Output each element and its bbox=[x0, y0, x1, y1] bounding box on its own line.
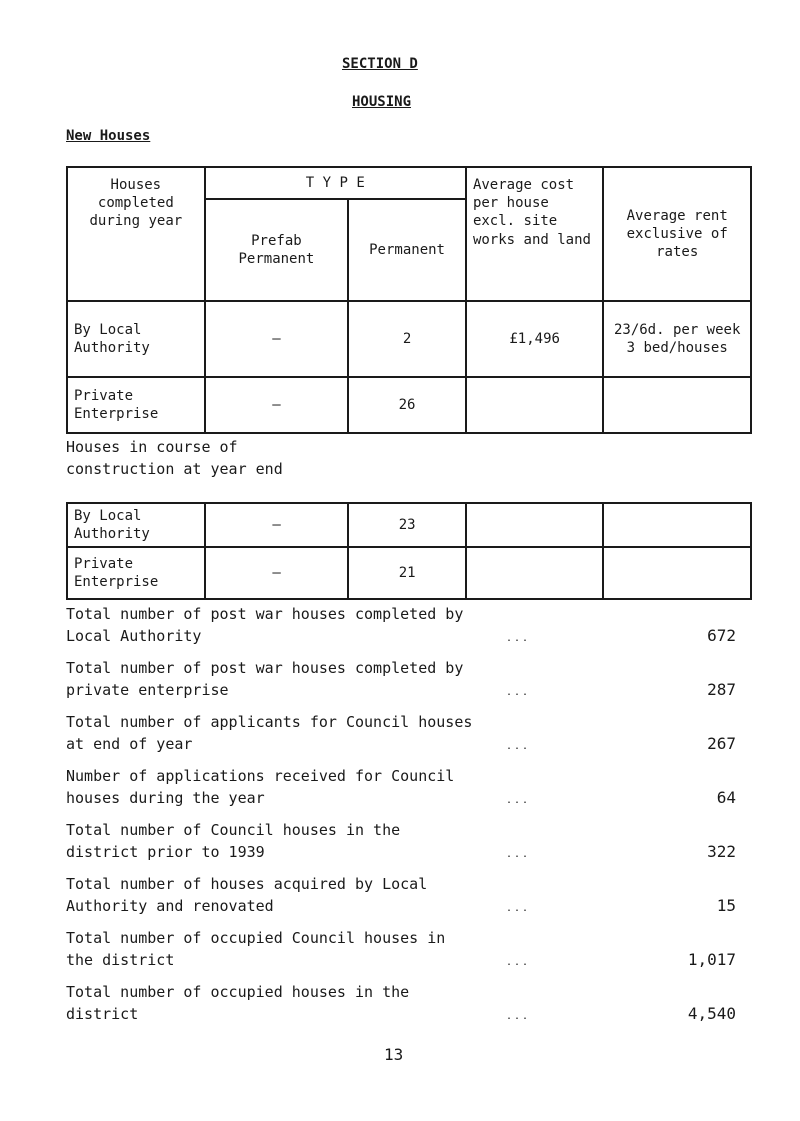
leader-dots: ... bbox=[506, 633, 531, 644]
summary-value: 4,540 bbox=[687, 1004, 736, 1023]
leader-dots: ... bbox=[506, 1011, 531, 1022]
permanent-cell: 2 bbox=[348, 301, 466, 377]
leader-dots: ... bbox=[506, 849, 531, 860]
rent-cell bbox=[603, 377, 751, 433]
summary-text: Total number of post war houses completed by Local Authority bbox=[66, 605, 464, 645]
prefab-cell: – bbox=[205, 547, 349, 599]
leader-dots: ... bbox=[506, 795, 531, 806]
rent-cell: 23/6d. per week 3 bed/houses bbox=[603, 301, 751, 377]
permanent-cell: 26 bbox=[348, 377, 466, 433]
list-item bbox=[66, 873, 736, 927]
row-label: By Local Authority bbox=[67, 301, 205, 377]
summary-text: Total number of post war houses completed by private enterprise bbox=[66, 659, 464, 699]
summary-value: 64 bbox=[716, 788, 736, 807]
list-item bbox=[66, 657, 736, 711]
table-row bbox=[67, 377, 751, 433]
summary-value: 672 bbox=[707, 626, 736, 645]
summary-text: Total number of applicants for Council houses at end of year bbox=[66, 713, 473, 753]
permanent-cell: 23 bbox=[348, 503, 466, 547]
cost-cell: £1,496 bbox=[466, 301, 603, 377]
cost-cell bbox=[466, 503, 604, 547]
rent-cell bbox=[603, 503, 751, 547]
cost-cell bbox=[466, 377, 603, 433]
list-item bbox=[66, 765, 736, 819]
summary-value: 287 bbox=[707, 680, 736, 699]
row-label: By Local Authority bbox=[67, 503, 205, 547]
table-row bbox=[67, 503, 751, 547]
page-number: 13 bbox=[384, 1045, 404, 1064]
col-houses-header: Houses completed during year bbox=[67, 167, 205, 301]
summary-text: Total number of houses acquired by Local Authority and renovated bbox=[66, 875, 428, 915]
summary-value: 1,017 bbox=[687, 950, 736, 969]
col-type-header: T Y P E bbox=[205, 167, 466, 199]
row-label: Private Enterprise bbox=[67, 547, 205, 599]
construction-table bbox=[66, 502, 752, 600]
summary-value: 267 bbox=[707, 734, 736, 753]
table-row bbox=[67, 301, 751, 377]
summary-list bbox=[66, 603, 736, 1035]
leader-dots: ... bbox=[506, 903, 531, 914]
new-houses-heading: New Houses bbox=[66, 128, 151, 144]
summary-text: Total number of occupied Council houses in the district bbox=[66, 929, 446, 969]
leader-dots: ... bbox=[506, 741, 531, 752]
table-row bbox=[67, 547, 751, 599]
housing-heading: HOUSING bbox=[352, 94, 412, 110]
leader-dots: ... bbox=[506, 957, 531, 968]
summary-text: Number of applications received for Council houses during the year bbox=[66, 767, 455, 807]
prefab-cell: – bbox=[205, 377, 349, 433]
list-item bbox=[66, 981, 736, 1035]
prefab-cell: – bbox=[205, 503, 349, 547]
cost-cell bbox=[466, 547, 604, 599]
leader-dots: ... bbox=[506, 687, 531, 698]
section-title: SECTION D bbox=[342, 56, 418, 72]
col-permanent-header: Permanent bbox=[348, 199, 466, 301]
col-cost-header: Average cost per house excl. site works and land bbox=[466, 167, 603, 301]
new-houses-table bbox=[66, 166, 752, 434]
list-item bbox=[66, 819, 736, 873]
summary-text: Total number of occupied houses in the district bbox=[66, 983, 410, 1023]
list-item bbox=[66, 603, 736, 657]
summary-value: 15 bbox=[716, 896, 736, 915]
prefab-cell: – bbox=[205, 301, 349, 377]
list-item bbox=[66, 927, 736, 981]
col-rent-header: Average rent exclusive of rates bbox=[603, 167, 751, 301]
rent-cell bbox=[603, 547, 751, 599]
list-item bbox=[66, 711, 736, 765]
row-label: Private Enterprise bbox=[67, 377, 205, 433]
summary-text: Total number of Council houses in the district prior to 1939 bbox=[66, 821, 401, 861]
construction-caption: Houses in course of construction at year end bbox=[66, 438, 283, 478]
permanent-cell: 21 bbox=[348, 547, 466, 599]
summary-value: 322 bbox=[707, 842, 736, 861]
col-prefab-header: Prefab Permanent bbox=[205, 199, 349, 301]
